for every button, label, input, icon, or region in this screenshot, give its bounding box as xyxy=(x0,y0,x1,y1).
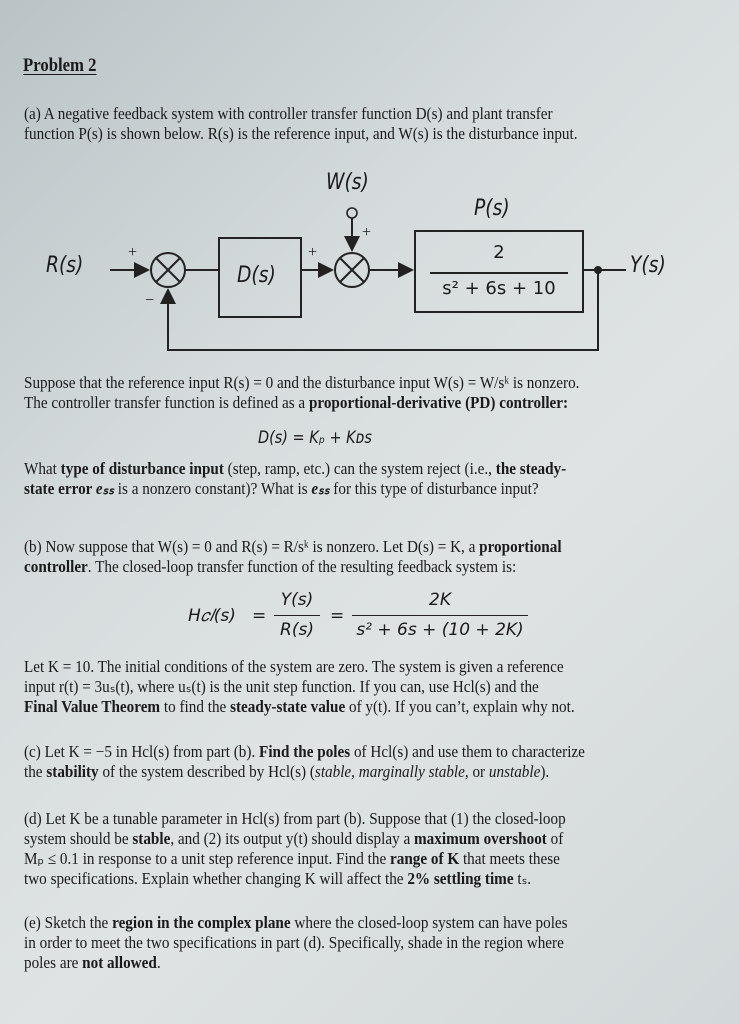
c-line2-italic: stable, marginally stable, xyxy=(314,762,469,781)
tf-equals-2: = xyxy=(330,606,345,626)
part-a-intro-line1: (a) A negative feedback system with controller transfer function D(s) and plant transfer xyxy=(24,104,553,123)
q-pre: What xyxy=(24,459,61,478)
e-line3-bold: not allowed xyxy=(82,953,157,972)
b-let-line3-rest: of y(t). If you can’t, explain why not. xyxy=(345,697,575,716)
d-line4-bold: 2% settling time xyxy=(407,869,514,888)
e-line3-end: . xyxy=(156,953,161,972)
e-line1-pre: (e) Sketch the xyxy=(24,913,113,932)
pd-controller-equation: D(s) = Kₚ + Kᴅs xyxy=(258,428,372,448)
d-line3-bold: range of K xyxy=(390,849,460,868)
e-line2: in order to meet the two specifications in part (d). Specifically, shade in the region where xyxy=(24,933,564,952)
c-line2-italic2: unstable xyxy=(488,762,541,781)
d-line3-pre: Mₚ ≤ 0.1 in response to a unit step reference input. Find the xyxy=(24,849,391,868)
fvt-emphasis: Final Value Theorem xyxy=(24,697,161,716)
ssv-emphasis: steady-state value xyxy=(230,697,346,716)
d-line3-end: that meets these xyxy=(459,849,560,868)
tf-bar2 xyxy=(352,615,528,616)
d-line2-bold2: maximum overshoot xyxy=(414,829,547,848)
part-a-question-line1 xyxy=(24,459,659,479)
diagram-wires xyxy=(0,160,739,360)
plant-fraction-bar xyxy=(430,272,568,274)
reference-input-label: R(s) xyxy=(46,253,84,278)
part-e xyxy=(24,913,659,973)
c-line2-or: or xyxy=(468,762,489,781)
b-line2-bold: controller xyxy=(24,557,88,576)
part-a-suppose xyxy=(24,373,659,413)
part-b-question xyxy=(24,657,659,717)
c-line1-pre: (c) Let K = −5 in Hcl(s) from part (b). xyxy=(24,742,260,761)
d-line2-end: of xyxy=(546,829,564,848)
sum2-plus-left-sign: + xyxy=(308,244,318,261)
part-b-intro xyxy=(24,537,659,577)
b-line1-bold: proportional xyxy=(479,537,562,556)
d-line2-bold1: stable xyxy=(132,829,171,848)
plant-numerator: 2 xyxy=(493,242,505,263)
closed-loop-transfer-function xyxy=(188,590,548,646)
q-bold1: type of disturbance input xyxy=(60,459,224,478)
b-line2-rest: . The closed-loop transfer function of the resulting feedback system is: xyxy=(87,557,517,576)
pd-controller-emphasis: proportional-derivative (PD) controller: xyxy=(308,393,569,412)
part-c xyxy=(24,742,659,782)
suppose-line2-text: The controller transfer function is defined as a xyxy=(24,393,309,412)
summing-junction-2-icon xyxy=(335,253,369,287)
b-let-line2: input r(t) = 3uₛ(t), where uₛ(t) is the unit step function. If you can, use Hcl(s) and the xyxy=(24,677,539,696)
sum2-plus-top-sign: + xyxy=(362,224,372,241)
d-line4-pre: two specifications. Explain whether changing K will affect the xyxy=(24,869,408,888)
e-line1-bold: region in the complex plane xyxy=(112,913,291,932)
tf-num2: 2K xyxy=(429,590,451,610)
plant-label: P(s) xyxy=(474,196,510,221)
controller-block xyxy=(218,237,302,318)
c-line2-end: ). xyxy=(540,762,550,781)
disturbance-input-label: W(s) xyxy=(326,170,369,195)
output-label: Y(s) xyxy=(630,253,666,278)
e-line3-pre: poles are xyxy=(24,953,83,972)
c-line2-pre: the xyxy=(24,762,47,781)
tf-bar1 xyxy=(274,615,320,616)
d-line2-pre: system should be xyxy=(24,829,133,848)
tf-den2: s² + 6s + (10 + 2K) xyxy=(356,620,524,640)
e-line1-rest: where the closed-loop system can have poles xyxy=(290,913,568,932)
tf-den1: R(s) xyxy=(280,620,314,640)
part-a-suppose-line1: Suppose that the reference input R(s) = 0 and the disturbance input W(s) = W/sᵏ is nonzero. xyxy=(24,373,580,392)
part-a-question-line2 xyxy=(24,479,659,499)
q-bold2: the steady- xyxy=(495,459,567,478)
q-mid: (step, ramp, etc.) can the system reject (i.e., xyxy=(223,459,496,478)
c-line1-bold: Find the poles xyxy=(259,742,351,761)
ess-symbol: eₛₛ xyxy=(95,479,115,498)
sum1-minus-sign: − xyxy=(145,292,155,309)
d-line4-end: tₛ. xyxy=(513,869,532,888)
d-line1: (d) Let K be a tunable parameter in Hcl(s) from part (b). Suppose that (1) the closed-loop xyxy=(24,809,566,828)
q2-rest: is a nonzero constant)? What is xyxy=(114,479,312,498)
part-a-suppose-line2 xyxy=(24,393,659,413)
ess-symbol-2: eₛₛ xyxy=(311,479,330,498)
q2-bold: state error xyxy=(24,479,96,498)
part-a-intro-line2: function P(s) is shown below. R(s) is the reference input, and W(s) is the disturbance input. xyxy=(24,124,578,143)
tf-num1: Y(s) xyxy=(280,590,314,610)
part-d xyxy=(24,809,659,889)
b-let-line1: Let K = 10. The initial conditions of the system are zero. The system is given a reference xyxy=(24,657,564,676)
part-a-question xyxy=(24,459,659,499)
tf-lhs: H𝑐𝑙(s) xyxy=(188,606,236,626)
sum1-plus-sign: + xyxy=(128,244,138,261)
tf-equals-1: = xyxy=(252,606,267,626)
problem-title: Problem 2 xyxy=(23,55,97,76)
b-let-line3-mid: to find the xyxy=(160,697,231,716)
c-line1-rest: of Hcl(s) and use them to characterize xyxy=(350,742,585,761)
d-line2-mid: , and (2) its output y(t) should display a xyxy=(170,829,415,848)
block-diagram xyxy=(0,160,739,360)
controller-label: D(s) xyxy=(237,263,276,288)
c-line2-mid: of the system described by Hcl(s) ( xyxy=(98,762,315,781)
plant-block xyxy=(414,230,584,313)
plant-denominator: s² + 6s + 10 xyxy=(442,278,556,299)
q2-end: for this type of disturbance input? xyxy=(329,479,539,498)
part-a-intro xyxy=(24,104,659,144)
c-line2-bold: stability xyxy=(46,762,99,781)
summing-junction-1-icon xyxy=(151,253,185,287)
b-line1-pre: (b) Now suppose that W(s) = 0 and R(s) = R/sᵏ is nonzero. Let D(s) = K, a xyxy=(24,537,480,556)
